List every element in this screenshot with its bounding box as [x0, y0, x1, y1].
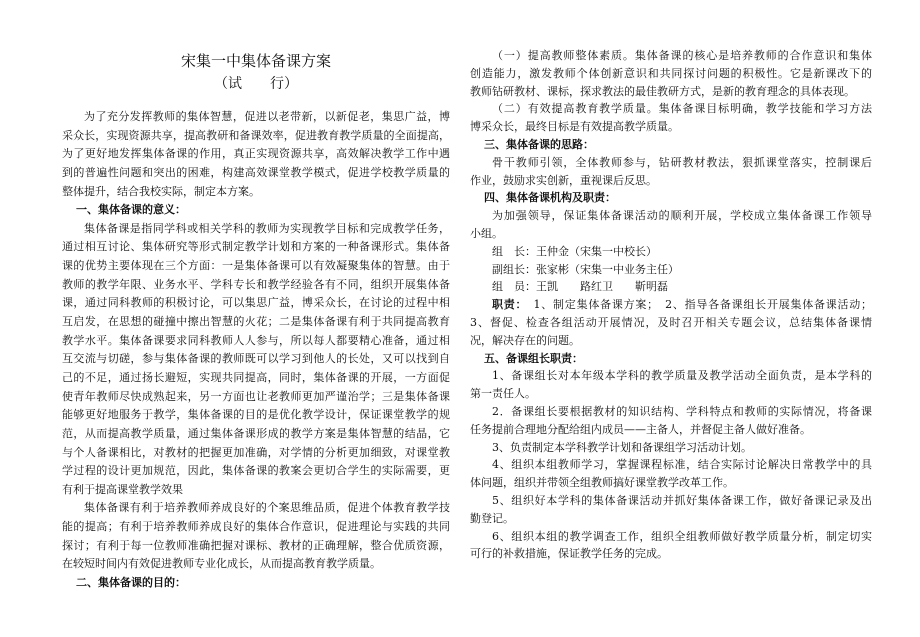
paragraph — [470, 278, 872, 296]
paragraph — [470, 47, 872, 100]
text-line: （二）有效提高教育教学质量。集体备课目标明确，教学技能和学习方法 — [492, 102, 872, 116]
paragraph — [470, 367, 872, 403]
text-line: 5、组织好本学科的集体备课活动并抓好集体备课工作，做好备课记录及出 — [492, 493, 872, 507]
text-line: 课，通过同科教师的积极讨论，可以集思广益，博采众长，在讨论的过程中相 — [62, 296, 450, 310]
left-column — [62, 108, 450, 593]
section-heading — [62, 574, 450, 593]
text-line: 为了更好地发挥集体备课的作用，真正实现资源共享，高效解决教学工作中遇 — [62, 147, 450, 161]
right-column — [470, 47, 872, 563]
text-line: 3、督促、检查各组活动开展情况，及时召开相关专题会议，总结集体备课情 — [470, 315, 872, 329]
text-line: 4、组织本组教师学习，掌握课程标准，结合实际讨论解决日常教学中的具 — [492, 458, 872, 472]
line-text: 1、制定集体备课方案； 2、指导各备课组长开展集体备课活动； — [521, 298, 873, 312]
paragraph — [470, 296, 872, 349]
section-heading — [470, 189, 872, 207]
document-subtitle: （试 行） — [214, 76, 298, 92]
text-line: 勤登记。 — [470, 511, 514, 525]
text-line: 为了充分发挥教师的集体智慧，促进以老带新，以新促老，集思广益，博 — [84, 110, 450, 123]
paragraph — [470, 439, 872, 457]
text-line: 学过程的设计更加规范，因此，集体备课的教案会更切合学生的实际需要，更 — [62, 464, 450, 478]
section-heading — [470, 350, 872, 368]
heading-text: 一、集体备课的意义： — [76, 203, 186, 217]
text-line: 1、备课组长对本年级本学科的教学质量及教学活动全面负责，是本学科的 — [492, 369, 872, 383]
section-heading — [62, 201, 450, 220]
paragraph — [62, 220, 450, 500]
text-line: 通过相互讨论、集体研究等形式制定教学计划和方案的一种备课形式。集体备 — [62, 240, 450, 254]
text-line: 互启发，在思想的碰撞中擦出智慧的火花；二是集体备课有利于共同提高教育 — [62, 315, 450, 329]
text-line: 教师钻研教材、课标，探求教法的最佳教研方式，是新的教育理念的具体表现。 — [470, 84, 855, 98]
text-line: 教师的教学年限、业务水平、学科专长和教学经验各有不同，组织开展集体备 — [62, 277, 450, 291]
text-line: 组 员：王凯 路红卫 靳明磊 — [492, 280, 668, 294]
text-line: 采众长，实现资源共享，提高教研和备课效率，促进教育教学质量的全面提高， — [62, 128, 450, 142]
paragraph — [470, 207, 872, 243]
heading-text: 二、集体备课的目的： — [76, 576, 186, 590]
text-line: 课的优势主要体现在三个方面：一是集体备课可以有效凝聚集体的智慧。由于 — [62, 259, 450, 273]
text-line: 有利于提高课堂教学效果 — [62, 482, 183, 496]
text-line: 集体备课有利于培养教师养成良好的个案思维品质，促进个体教育教学技 — [84, 501, 450, 515]
paragraph — [470, 100, 872, 136]
text-line: 可行的补救措施，保证教学任务的完成。 — [470, 547, 668, 561]
text-line: 6、组织本组的教学调查工作，组织全组教师做好教学质量分析，制定切实 — [492, 529, 872, 543]
text-line — [470, 296, 872, 314]
heading-text: 五、备课组长职责： — [484, 351, 583, 365]
text-line: 况，解决存在的问题。 — [470, 333, 580, 347]
text-line: 能够更好地服务于教学，集体备课的目的是优化教学设计，保证课堂教学的规 — [62, 408, 450, 422]
paragraph — [470, 154, 872, 190]
text-line: 使青年教师尽快成熟起来，另一方面也让老教师更加严谨治学；三是集体备课 — [62, 389, 450, 403]
section-heading — [470, 136, 872, 154]
paragraph — [62, 108, 450, 201]
paragraph — [470, 261, 872, 279]
text-line: 3、负责制定本学科教学计划和备课组学习活动计划。 — [492, 440, 752, 454]
text-line: 能的提高；有利于培养教师养成良好的集体合作意识，促进理论与实践的共同 — [62, 520, 450, 534]
text-line: 小组。 — [470, 226, 503, 240]
text-line: 整体提升，结合我校实际，制定本方案。 — [62, 184, 260, 198]
paragraph — [470, 243, 872, 261]
bold-lead: 职责： — [492, 298, 522, 312]
text-line: 组 长：王仲金（宋集一中校长） — [492, 244, 657, 258]
paragraph — [470, 403, 872, 439]
text-line: 己的不足，通过扬长避短，实现共同提高，同时，集体备课的开展，一方面促 — [62, 370, 450, 384]
text-line: 教学水平。集体备课要求同科教师人人参与，所以每人都要精心准备，通过相 — [62, 333, 450, 347]
text-line: （一）提高教师整体素质。集体备课的核心是培养教师的合作意识和集体 — [492, 49, 872, 62]
text-line: 作业，鼓励求实创新，重视课后反思。 — [470, 173, 657, 187]
text-line: 为加强领导，保证集体备课活动的顺利开展，学校成立集体备课工作领导 — [492, 209, 872, 223]
paragraph — [470, 456, 872, 492]
text-line: 集体备课是指同学科或相关学科的教师为实现教学目标和完成教学任务， — [84, 221, 450, 235]
text-line: 创造能力，激发教师个体创新意识和共同探讨问题的积极性。它是新课改下的 — [470, 66, 872, 80]
text-line: 第一责任人。 — [470, 387, 536, 401]
text-line: 博采众长，最终目标是有效提高教学质量。 — [470, 120, 679, 134]
text-line: 互交流与切磋，参与集体备课的教师既可以学习到他人的长处，又可以找到自 — [62, 352, 450, 366]
paragraph — [470, 492, 872, 528]
text-line: 任务提前合理地分配给组内成员——主备人，并督促主备人做好准备。 — [470, 422, 811, 436]
text-line: 到的普遍性问题和突出的困难，构建高效课堂教学模式，促进学校教学质量的 — [62, 165, 450, 179]
text-line: 体问题，组织并带领全组教师搞好课堂教学改革工作。 — [470, 476, 734, 490]
document-title: 宋集一中集体备课方案 — [180, 52, 331, 70]
paragraph — [62, 499, 450, 574]
heading-text: 四、集体备课机构及职责： — [484, 191, 616, 205]
text-line: 探讨；有利于每一位教师准确把握对课标、教材的正确理解，整合优质资源， — [62, 538, 450, 552]
text-line: 范，从而提高教学质量，通过集体备课形成的教学方案是集体智慧的结晶，它 — [62, 426, 450, 440]
text-line: 副组长：张家彬（宋集一中业务主任） — [492, 262, 679, 276]
text-line: 2．备课组长要根据教材的知识结构、学科特点和教师的实际情况，将备课 — [492, 404, 872, 418]
text-line: 骨干教师引领，全体教师参与，钻研教材教法，狠抓课堂落实，控制课后 — [492, 155, 872, 169]
text-line: 在较短时间内有效促进教师专业化成长，从而提高教育教学质量。 — [62, 557, 381, 571]
text-line: 与个人备课相比，对教材的把握更加准确，对学情的分析更加细致，对课堂教 — [62, 445, 450, 459]
heading-text: 三、集体备课的思路： — [484, 137, 594, 151]
paragraph — [470, 528, 872, 564]
